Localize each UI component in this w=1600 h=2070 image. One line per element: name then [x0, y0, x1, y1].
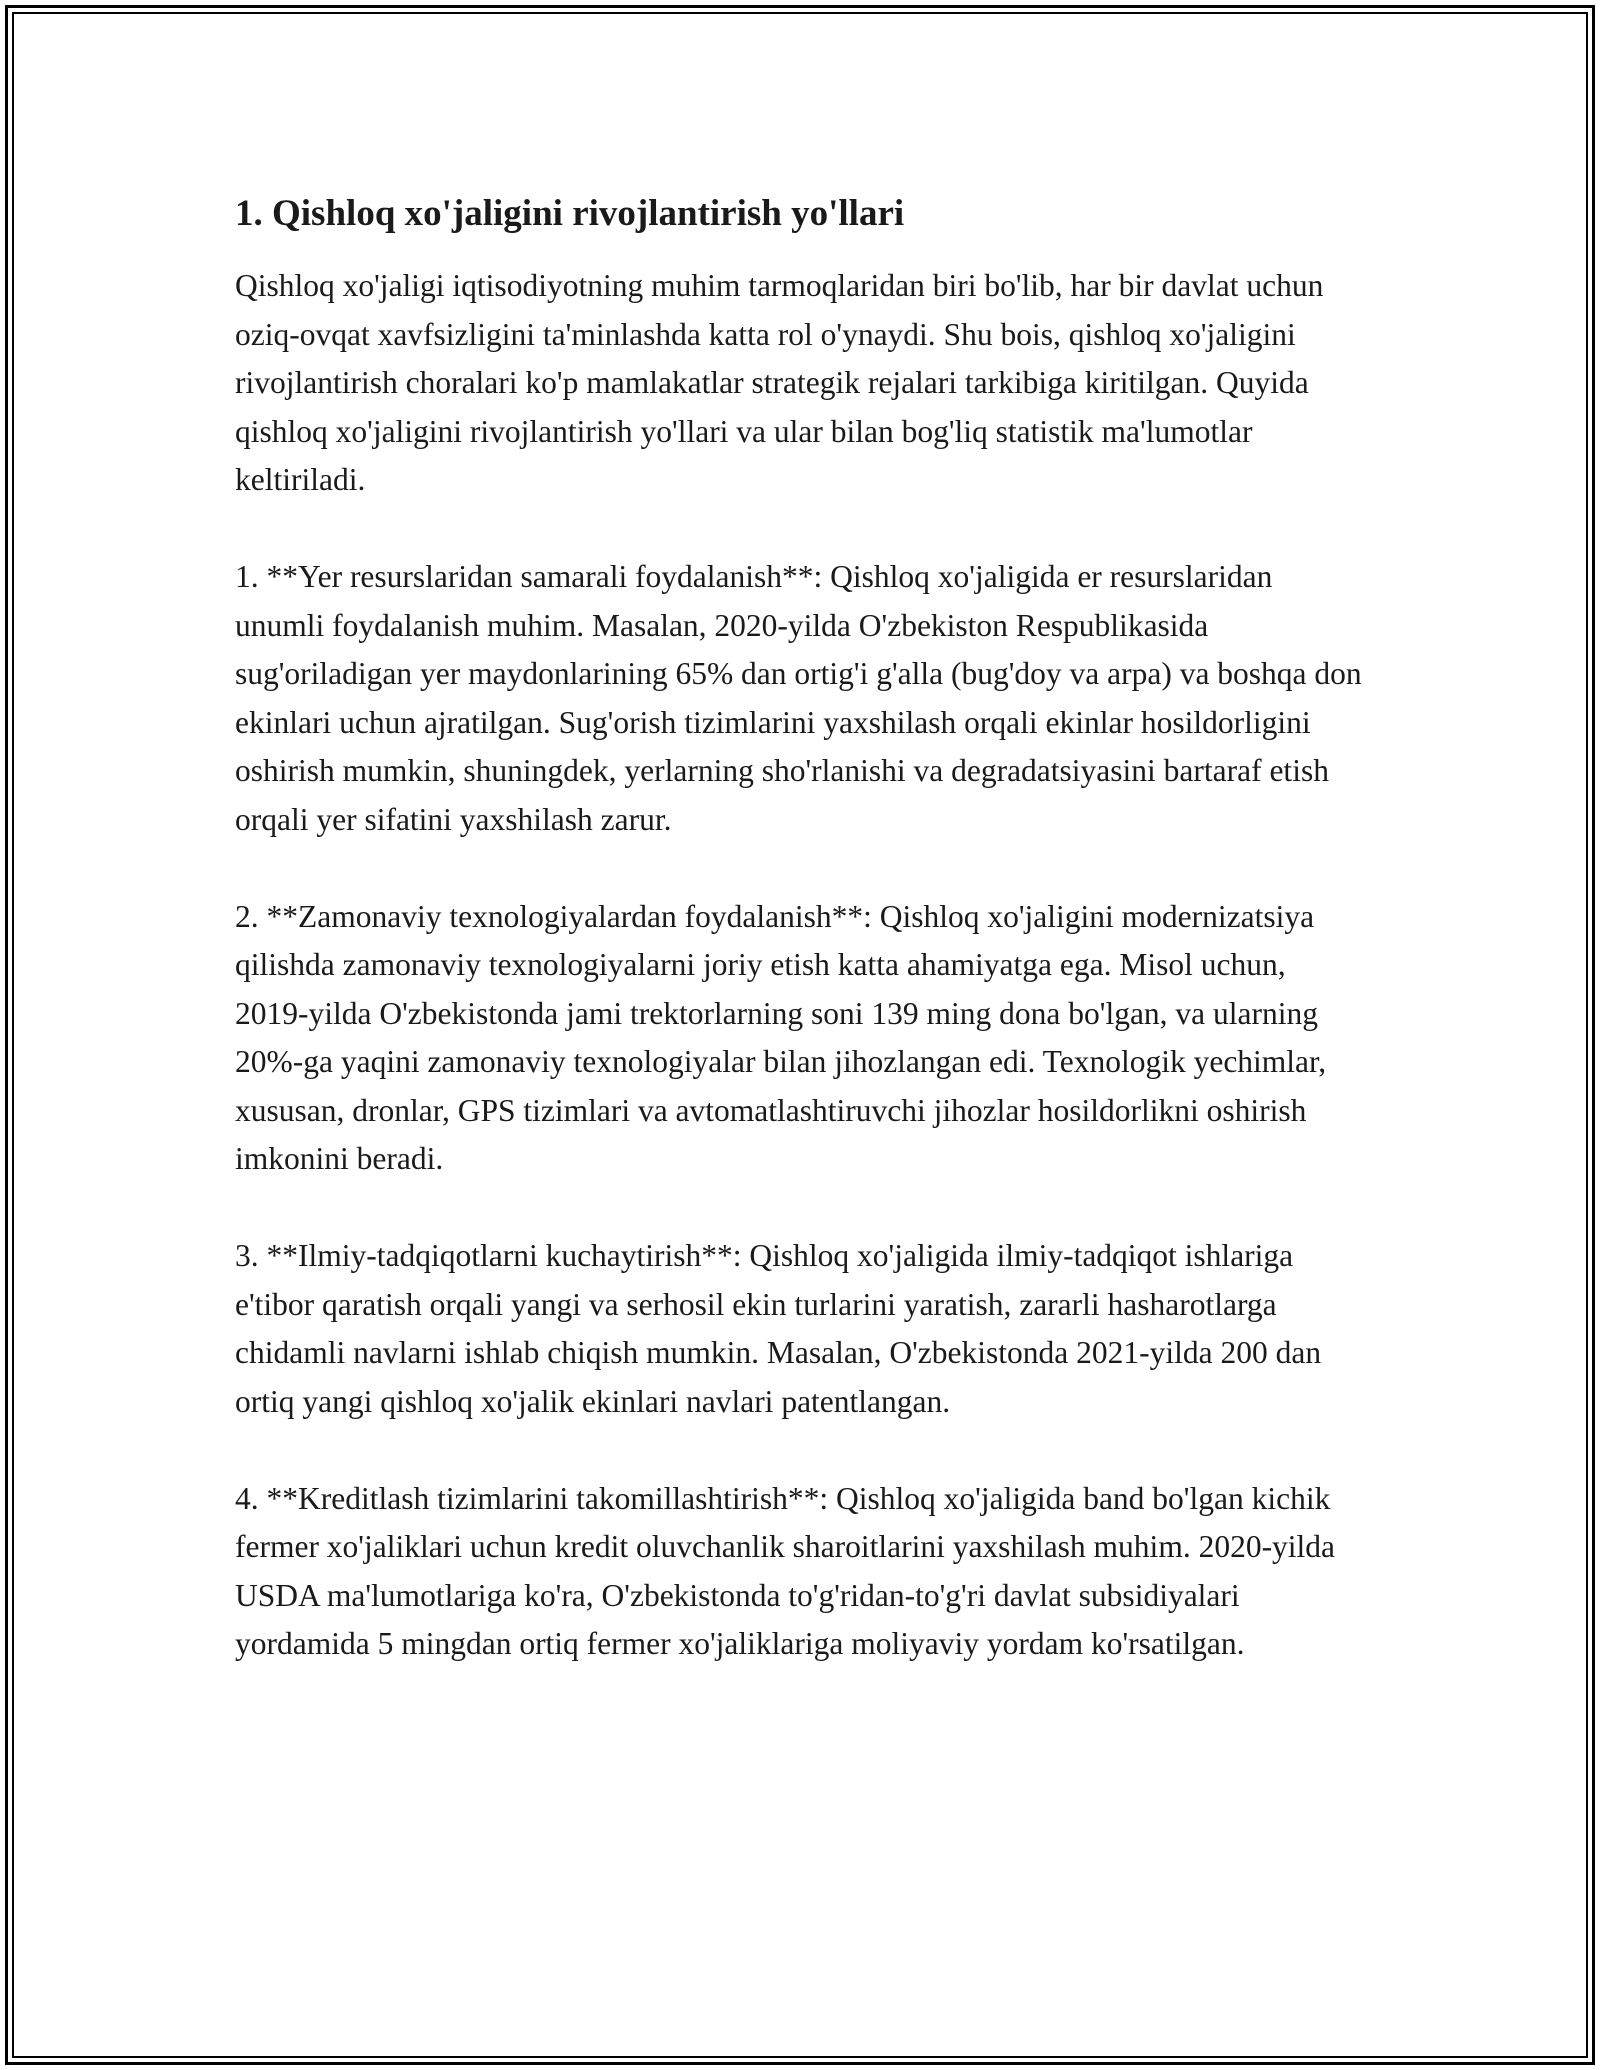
- section-2-paragraph: 2. **Zamonaviy texnologiyalardan foydalanish**: Qishloq xo'jaligini modernizatsiya qilishda zamonaviy texnologiyalarni joriy etish katta ahamiyatga ega. Misol uchun, 2019-yilda O'zbekistonda jami trektorlarning soni 139 ming dona bo'lgan, va ularning 20%-ga yaqini zamonaviy texnologiyalar bilan jihozlangan edi. Texnologik yechimlar, xususan, dronlar, GPS tizimlari va avtomatlashtiruvchi jihozlar hosildorlikni oshirish imkonini beradi.: [235, 898, 1327, 1176]
- document-body: [235, 188, 1365, 1717]
- document-title: 1. Qishloq xo'jaligini rivojlantirish yo'llari: [235, 193, 905, 234]
- section-4-paragraph: 4. **Kreditlash tizimlarini takomillashtirish**: Qishloq xo'jaligida band bo'lgan kichik fermer xo'jaliklari uchun kredit oluvchanlik sharoitlarini yaxshilash muhim. 2020-yilda USDA ma'lumotlariga ko'ra, O'zbekistonda to'g'ridan-to'g'ri davlat subsidiyalari yordamida 5 mingdan ortiq fermer xo'jaliklariga moliyaviy yordam ko'rsatilgan.: [235, 1480, 1336, 1661]
- section-3-paragraph: 3. **Ilmiy-tadqiqotlarni kuchaytirish**: Qishloq xo'jaligida ilmiy-tadqiqot ishlariga e'tibor qaratish orqali yangi va serhosil ekin turlarini yaratish, zararli hasharotlarga chidamli navlarni ishlab chiqish mumkin. Masalan, O'zbekistonda 2021-yilda 200 dan ortiq yangi qishloq xo'jalik ekinlari navlari patentlangan.: [235, 1238, 1322, 1419]
- section-1-paragraph: 1. **Yer resurslaridan samarali foydalanish**: Qishloq xo'jaligida er resurslaridan unumli foydalanish muhim. Masalan, 2020-yilda O'zbekiston Respublikasida sug'oriladigan yer maydonlarining 65% dan ortig'i g'alla (bug'doy va arpa) va boshqa don ekinlari uchun ajratilgan. Sug'orish tizimlarini yaxshilash orqali ekinlar hosildorligini oshirish mumkin, shuningdek, yerlarning sho'rlanishi va degradatsiyasini bartaraf etish orqali yer sifatini yaxshilash zarur.: [235, 559, 1362, 837]
- intro-paragraph: Qishloq xo'jaligi iqtisodiyotning muhim tarmoqlaridan biri bo'lib, har bir davlat uchun oziq-ovqat xavfsizligini ta'minlashda katta rol o'ynaydi. Shu bois, qishloq xo'jaligini rivojlantirish choralari ko'p mamlakatlar strategik rejalari tarkibiga kiritilgan. Quyida qishloq xo'jaligini rivojlantirish yo'llari va ular bilan bog'liq statistik ma'lumotlar keltiriladi.: [235, 268, 1324, 497]
